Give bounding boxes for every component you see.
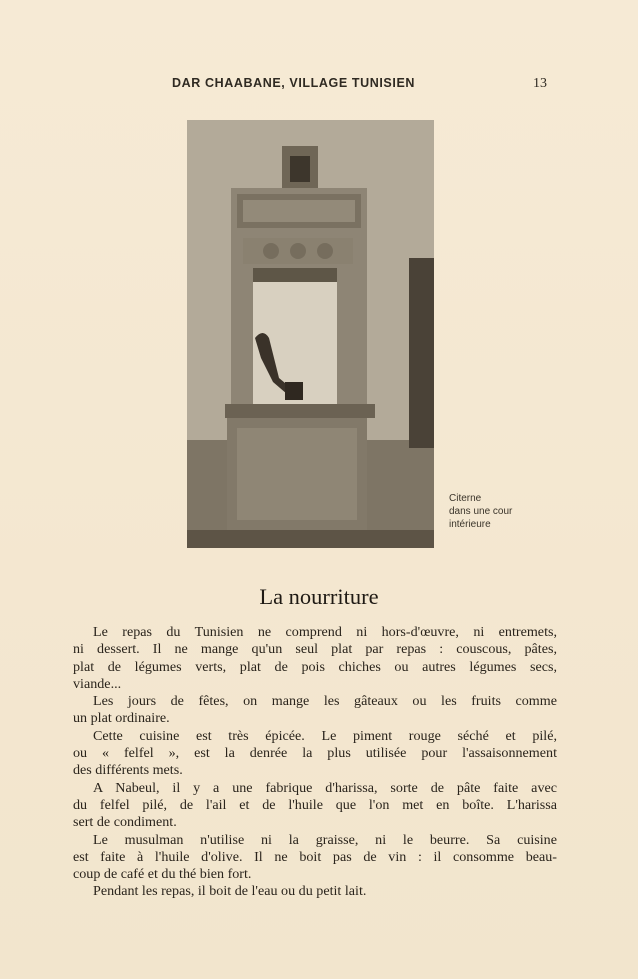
body-line: sert de condiment. (73, 814, 177, 831)
body-text (73, 624, 557, 901)
caption-line: Citerne (449, 493, 482, 504)
body-line: Le musulman n'utilise ni la graisse, ni le beurre. Sa cuisine (93, 831, 557, 848)
caption-line: intérieure (449, 519, 491, 530)
body-line: des différents mets. (73, 762, 183, 779)
running-title: DAR CHAABANE, VILLAGE TUNISIEN (172, 76, 416, 90)
body-line: viande... (73, 675, 122, 692)
photo-opening-shadow (253, 268, 337, 282)
photo-lintel-relief (243, 200, 355, 222)
photo-base-panel (237, 428, 357, 520)
photo-floor (187, 530, 434, 548)
photo-side-shadow (409, 258, 434, 448)
photo-rosette-right (317, 243, 333, 259)
body-line: ou « felfel », est la denrée la plus utilisée pour l'assaisonnement (73, 745, 557, 762)
body-line: coup de café et du thé bien fort. (73, 866, 252, 883)
body-line: Les jours de fêtes, on mange les gâteaux ou les fruits comme (93, 693, 557, 710)
body-line: plat de légumes verts, plat de pois chiches ou autres légumes secs, (73, 658, 557, 675)
running-head (0, 76, 638, 96)
photo-rosette-left (263, 243, 279, 259)
body-line: A Nabeul, il y a une fabrique d'harissa, sorte de pâte faite avec (93, 779, 557, 796)
cistern-photo (187, 120, 434, 548)
body-line: est faite à l'huile d'olive. Il ne boit pas de vin : il consomme beau- (73, 848, 557, 865)
page-number: 13 (533, 76, 547, 91)
body-line: du felfel pilé, de l'ail et de l'huile que l'on met en boîte. L'harissa (73, 796, 557, 813)
caption-line: dans une cour (449, 506, 513, 517)
photo-niche-grille (290, 156, 310, 182)
body-line: un plat ordinaire. (73, 710, 170, 727)
cistern-photo-illustration (187, 120, 434, 548)
photo-rosette-center (290, 243, 306, 259)
body-line: Cette cuisine est très épicée. Le piment rouge séché et pilé, (93, 727, 557, 744)
section-title: La nourriture (259, 584, 379, 609)
body-line: ni dessert. Il ne mange qu'un seul plat par repas : couscous, pâtes, (73, 641, 557, 658)
body-line: Pendant les repas, il boit de l'eau ou du petit lait. (93, 883, 367, 900)
photo-caption (449, 492, 569, 531)
photo-ledge (225, 404, 375, 418)
body-line: Le repas du Tunisien ne comprend ni hors-d'œuvre, ni entremets, (93, 624, 557, 640)
photo-bucket (285, 382, 303, 400)
